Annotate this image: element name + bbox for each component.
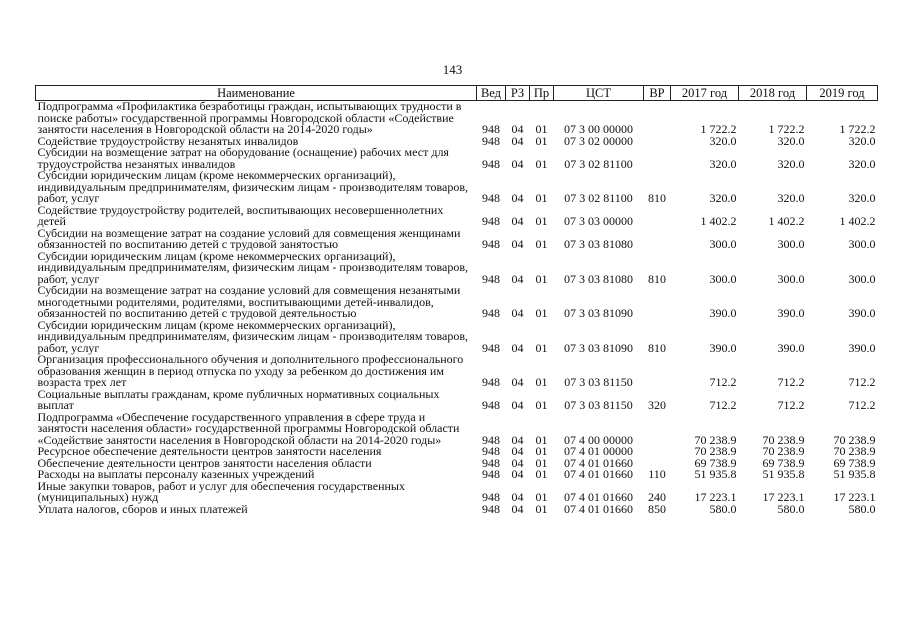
cell-2017: 320.0	[709, 133, 737, 148]
cell-vr	[644, 205, 671, 228]
table-row	[36, 228, 878, 251]
cell-cst: 07 3 03 00000	[564, 214, 633, 228]
cell-2017: 69 738.9	[694, 455, 737, 470]
cell-2017: 712.2	[709, 375, 737, 389]
cell-rz: 04	[511, 214, 524, 228]
cell-2019: 320.0	[848, 156, 876, 171]
header-ved: Вед	[477, 86, 506, 101]
cell-vr: 850	[648, 501, 666, 516]
cell-2019: 390.0	[848, 306, 876, 320]
cell-name: Субсидии на возмещение затрат на создание условий для совмещения незанятыми многодетными родителями, родителями, воспитывающими детей-инвалидов, обязанностей по воспитанию детей с трудовой деятельностью	[37, 283, 461, 320]
cell-2019: 712.2	[848, 398, 876, 412]
page-number: 143	[442, 62, 463, 77]
cell-vr	[644, 101, 671, 136]
cell-2018: 580.0	[777, 501, 805, 516]
cell-pr: 01	[535, 455, 548, 470]
cell-2019: 300.0	[848, 271, 876, 286]
cell-rz: 04	[511, 444, 524, 458]
cell-vr: 810	[648, 271, 666, 286]
table-row	[36, 205, 878, 228]
cell-rz: 04	[511, 237, 524, 251]
cell-pr: 01	[535, 122, 548, 136]
cell-rz: 04	[511, 501, 524, 516]
cell-pr: 01	[535, 444, 548, 458]
budget-table	[35, 85, 878, 515]
cell-2017: 1 402.2	[700, 214, 737, 228]
cell-2019: 580.0	[848, 501, 876, 516]
cell-2019: 1 722.2	[839, 122, 876, 136]
cell-2017: 1 722.2	[700, 122, 737, 136]
cell-2019: 69 738.9	[833, 455, 876, 470]
cell-pr: 01	[535, 467, 548, 481]
cell-cst: 07 4 01 01660	[564, 501, 633, 516]
cell-name: Социальные выплаты гражданам, кроме публичных нормативных социальных выплат	[37, 386, 440, 412]
cell-name: Ресурсное обеспечение деятельности центров занятости населения	[37, 444, 382, 458]
cell-2018: 17 223.1	[762, 490, 805, 504]
cell-2018: 69 738.9	[762, 455, 805, 470]
header-2019: 2019 год	[807, 86, 878, 101]
header-pr: Пр	[530, 86, 554, 101]
cell-cst: 07 3 03 81080	[564, 237, 633, 251]
cell-ved: 948	[482, 271, 500, 286]
cell-name: Уплата налогов, сборов и иных платежей	[37, 501, 248, 516]
header-cst: ЦСТ	[554, 86, 644, 101]
cell-name: Субсидии юридическим лицам (кроме некоммерческих организаций), индивидуальным предпринимателям, физическим лицам - производителям товаров, работ, услуг	[37, 168, 469, 205]
cell-2018: 390.0	[777, 340, 805, 355]
cell-pr: 01	[535, 237, 548, 251]
table-row	[36, 320, 878, 355]
cell-2019: 300.0	[848, 237, 876, 251]
header-vr: ВР	[644, 86, 671, 101]
table-row	[36, 504, 878, 516]
cell-ved: 948	[482, 501, 500, 516]
table-row	[36, 101, 878, 136]
cell-name: Содействие трудоустройству родителей, воспитывающих несовершеннолетних детей	[37, 202, 444, 228]
cell-rz: 04	[511, 306, 524, 320]
cell-2018: 300.0	[777, 271, 805, 286]
cell-2017: 390.0	[709, 340, 737, 355]
cell-cst: 07 3 03 81150	[564, 398, 633, 412]
cell-rz: 04	[511, 398, 524, 412]
cell-name: Субсидии юридическим лицам (кроме некоммерческих организаций), индивидуальным предпринимателям, физическим лицам - производителям товаров, работ, услуг	[37, 248, 469, 286]
cell-cst: 07 4 00 00000	[564, 432, 633, 447]
table-row	[36, 251, 878, 286]
cell-ved: 948	[482, 306, 500, 320]
table-row	[36, 285, 878, 320]
cell-cst: 07 4 01 01660	[564, 490, 633, 504]
cell-cst: 07 3 02 81100	[564, 191, 633, 205]
cell-ved: 948	[482, 214, 500, 228]
table-body	[36, 101, 878, 516]
cell-ved: 948	[482, 455, 500, 470]
cell-2017: 390.0	[709, 306, 737, 320]
cell-ved: 948	[482, 133, 500, 148]
cell-2019: 320.0	[848, 133, 876, 148]
cell-2017: 300.0	[709, 271, 737, 286]
cell-ved: 948	[482, 444, 500, 458]
cell-ved: 948	[482, 490, 500, 504]
cell-rz: 04	[511, 375, 524, 389]
cell-pr: 01	[535, 306, 548, 320]
cell-rz: 04	[511, 271, 524, 286]
cell-2017: 320.0	[709, 191, 737, 205]
cell-ved: 948	[482, 398, 500, 412]
cell-cst: 07 3 03 81080	[564, 271, 633, 286]
cell-2017: 580.0	[709, 501, 737, 516]
cell-pr: 01	[535, 271, 548, 286]
cell-2019: 17 223.1	[833, 490, 876, 504]
cell-ved: 948	[482, 156, 500, 171]
cell-2019: 712.2	[848, 375, 876, 389]
table-row	[36, 389, 878, 412]
cell-2019: 70 238.9	[833, 444, 876, 458]
cell-name: Подпрограмма «Профилактика безработицы граждан, испытывающих трудности в поиске работы» государственной программы Новгородской области «Содействие занятости населения в Новгородской области на 2014-2020 годы»	[37, 99, 462, 136]
cell-ved: 948	[482, 237, 500, 251]
cell-2017: 712.2	[709, 398, 737, 412]
cell-name: Содействие трудоустройству незанятых инвалидов	[37, 133, 299, 148]
cell-pr: 01	[535, 191, 548, 205]
cell-ved: 948	[482, 375, 500, 389]
cell-cst: 07 4 01 01660	[564, 455, 633, 470]
cell-rz: 04	[511, 122, 524, 136]
cell-name: Иные закупки товаров, работ и услуг для обеспечения государственных (муниципальных) нужд	[37, 478, 405, 504]
cell-pr: 01	[535, 133, 548, 148]
cell-ved: 948	[482, 467, 500, 481]
cell-2018: 70 238.9	[762, 432, 805, 447]
cell-name: Организация профессионального обучения и дополнительного профессионального образования женщин в период отпуска по уходу за ребенком до достижения им возраста трех лет	[37, 352, 464, 389]
cell-pr: 01	[535, 340, 548, 355]
cell-vr	[644, 136, 671, 148]
cell-rz: 04	[511, 156, 524, 171]
cell-2018: 300.0	[777, 237, 805, 251]
cell-name: Субсидии на возмещение затрат на создание условий для совмещения женщинами обязанностей по воспитанию детей с трудовой занятостью	[37, 225, 461, 251]
cell-2018: 1 722.2	[768, 122, 805, 136]
cell-cst: 07 3 02 81100	[564, 156, 633, 171]
cell-vr	[644, 285, 671, 320]
cell-vr	[644, 354, 671, 389]
cell-cst: 07 3 03 81090	[564, 306, 633, 320]
cell-2017: 320.0	[709, 156, 737, 171]
cell-name: Субсидии на возмещение затрат на оборудование (оснащение) рабочих мест для трудоустройства незанятых инвалидов	[37, 145, 449, 171]
cell-2019: 320.0	[848, 191, 876, 205]
cell-cst: 07 3 03 81090	[564, 340, 633, 355]
cell-rz: 04	[511, 133, 524, 148]
cell-pr: 01	[535, 501, 548, 516]
cell-cst: 07 3 03 81150	[564, 375, 633, 389]
cell-2018: 320.0	[777, 156, 805, 171]
cell-rz: 04	[511, 340, 524, 355]
cell-name: Субсидии юридическим лицам (кроме некоммерческих организаций), индивидуальным предпринимателям, физическим лицам - производителям товаров, работ, услуг	[37, 317, 469, 355]
header-2017: 2017 год	[671, 86, 739, 101]
cell-rz: 04	[511, 455, 524, 470]
header-name: Наименование	[36, 86, 477, 101]
cell-2018: 390.0	[777, 306, 805, 320]
table-row	[36, 481, 878, 504]
cell-name: Расходы на выплаты персоналу казенных учреждений	[37, 467, 315, 481]
cell-vr	[644, 147, 671, 170]
cell-2018: 1 402.2	[768, 214, 805, 228]
cell-ved: 948	[482, 340, 500, 355]
cell-vr	[644, 412, 671, 447]
table-row	[36, 412, 878, 447]
cell-vr	[644, 446, 671, 458]
cell-name: Обеспечение деятельности центров занятости населения области	[37, 455, 372, 470]
cell-2017: 51 935.8	[694, 467, 737, 481]
cell-2018: 70 238.9	[762, 444, 805, 458]
cell-2018: 712.2	[777, 375, 805, 389]
cell-ved: 948	[482, 122, 500, 136]
cell-cst: 07 3 02 00000	[564, 133, 633, 148]
cell-rz: 04	[511, 490, 524, 504]
cell-pr: 01	[535, 156, 548, 171]
cell-pr: 01	[535, 490, 548, 504]
header-rz: РЗ	[506, 86, 530, 101]
cell-2018: 320.0	[777, 133, 805, 148]
cell-pr: 01	[535, 214, 548, 228]
cell-2018: 712.2	[777, 398, 805, 412]
table-row	[36, 147, 878, 170]
cell-vr	[644, 228, 671, 251]
cell-vr: 240	[648, 490, 666, 504]
cell-2017: 70 238.9	[694, 432, 737, 447]
cell-vr: 810	[648, 340, 666, 355]
cell-2019: 51 935.8	[833, 467, 876, 481]
cell-cst: 07 4 01 01660	[564, 467, 633, 481]
cell-vr: 320	[648, 398, 666, 412]
cell-pr: 01	[535, 432, 548, 447]
cell-rz: 04	[511, 191, 524, 205]
cell-2018: 51 935.8	[762, 467, 805, 481]
cell-2019: 1 402.2	[839, 214, 876, 228]
cell-ved: 948	[482, 432, 500, 447]
cell-ved: 948	[482, 191, 500, 205]
cell-2017: 300.0	[709, 237, 737, 251]
cell-2019: 390.0	[848, 340, 876, 355]
cell-rz: 04	[511, 467, 524, 481]
cell-2017: 17 223.1	[694, 490, 737, 504]
cell-2018: 320.0	[777, 191, 805, 205]
cell-cst: 07 3 00 00000	[564, 122, 633, 136]
header-2018: 2018 год	[739, 86, 807, 101]
cell-vr: 810	[648, 191, 666, 205]
cell-2019: 70 238.9	[833, 432, 876, 447]
cell-2017: 70 238.9	[694, 444, 737, 458]
cell-name: Подпрограмма «Обеспечение государственного управления в сфере труда и занятости населения области» государственной программы Новгородской области «Содействие занятости населения в Новгородской области на 2014-2020 годы»	[37, 409, 460, 447]
table-row	[36, 170, 878, 205]
table-row	[36, 354, 878, 389]
cell-pr: 01	[535, 398, 548, 412]
cell-vr: 110	[648, 467, 666, 481]
cell-pr: 01	[535, 375, 548, 389]
cell-rz: 04	[511, 432, 524, 447]
cell-cst: 07 4 01 00000	[564, 444, 633, 458]
